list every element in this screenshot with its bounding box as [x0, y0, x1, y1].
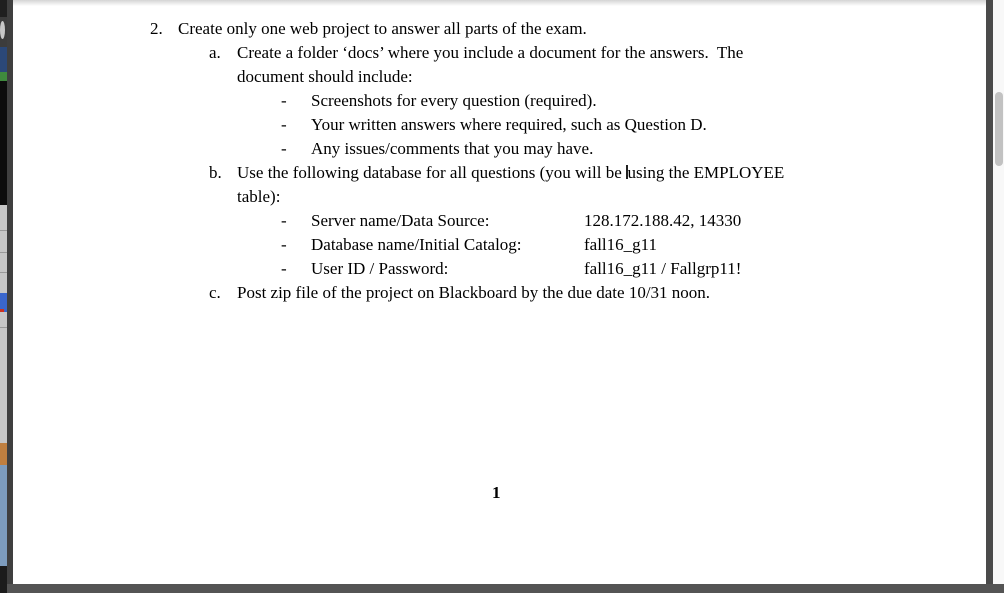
list-marker-b: b.	[209, 163, 222, 182]
db-label: Server name/Data Source:	[311, 211, 490, 230]
doc-line-item-a-2	[0, 65, 1004, 89]
doc-bullet-issues	[0, 137, 1004, 161]
doc-line-item-2	[0, 17, 1004, 41]
doc-line-item-a-1	[0, 41, 1004, 65]
list-marker-c: c.	[209, 283, 221, 302]
doc-row-database	[0, 233, 1004, 257]
doc-row-user	[0, 257, 1004, 281]
doc-text: using the EMPLOYEE	[627, 163, 785, 182]
bullet-dash: -	[281, 259, 287, 278]
doc-text-with-cursor	[237, 161, 784, 185]
doc-line-item-b-2	[0, 185, 1004, 209]
db-label: Database name/Initial Catalog:	[311, 235, 522, 254]
doc-bullet-screenshots	[0, 89, 1004, 113]
db-value: 128.172.188.42, 14330	[584, 211, 742, 230]
list-marker-2: 2.	[150, 19, 163, 38]
window-border-bottom	[7, 584, 1004, 593]
doc-text: Create only one web project to answer all parts of the exam.	[178, 19, 587, 38]
doc-line-page-number	[0, 481, 1004, 505]
doc-text: Create a folder ‘docs’ where you include a document for the answers. The	[237, 43, 744, 62]
bullet-dash: -	[281, 235, 287, 254]
doc-text: Screenshots for every question (required).	[311, 91, 597, 110]
doc-row-server	[0, 209, 1004, 233]
background-fragment-orange	[0, 443, 7, 465]
doc-text: Use the following database for all questions (you will be	[237, 163, 627, 182]
background-fragment-dark-bottom	[0, 566, 7, 593]
doc-text: Post zip file of the project on Blackboard by the due date 10/31 noon.	[237, 283, 711, 302]
bullet-dash: -	[281, 91, 287, 110]
db-value: fall16_g11	[584, 235, 658, 254]
scrollbar-thumb[interactable]	[995, 92, 1003, 166]
db-value: fall16_g11 / Fallgrp11!	[584, 259, 742, 278]
doc-text: Your written answers where required, such as Question D.	[311, 115, 707, 134]
scrollbar-track[interactable]	[993, 0, 1004, 584]
bullet-dash: -	[281, 115, 287, 134]
db-label: User ID / Password:	[311, 259, 449, 278]
bullet-dash: -	[281, 211, 287, 230]
page-number: 1	[492, 483, 501, 502]
background-fragment-dark	[0, 0, 7, 17]
bullet-dash: -	[281, 139, 287, 158]
list-marker-a: a.	[209, 43, 221, 62]
doc-text: document should include:	[237, 67, 413, 86]
doc-line-item-c	[0, 281, 1004, 305]
window-border-right	[986, 0, 993, 584]
doc-text: Any issues/comments that you may have.	[311, 139, 594, 158]
doc-bullet-written-answers	[0, 113, 1004, 137]
doc-text: table):	[237, 187, 281, 206]
doc-line-item-b-1	[0, 161, 1004, 185]
page-top-edge	[13, 0, 986, 6]
